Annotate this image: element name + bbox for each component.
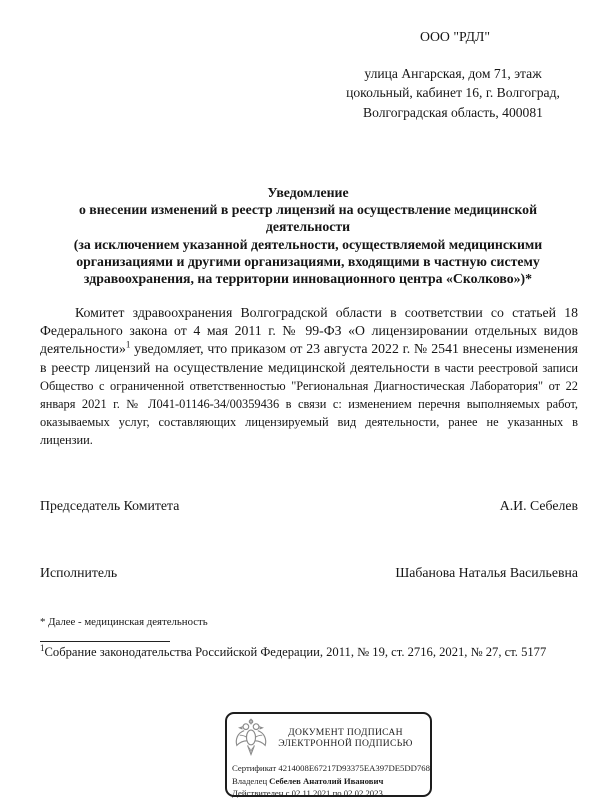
footnote-asterisk: * Далее - медицинская деятельность bbox=[40, 616, 208, 628]
recipient-org-name: ООО "РДЛ" bbox=[419, 29, 490, 44]
title-line: здравоохранения, на территории инновационного центра «Сколково»)* bbox=[83, 271, 533, 287]
electronic-signature-stamp bbox=[225, 712, 432, 797]
signature-row bbox=[40, 498, 578, 514]
footnote-separator bbox=[40, 641, 170, 642]
signature-role: Председатель Комитета bbox=[40, 498, 180, 513]
footnote-law-ref: 1 bbox=[40, 642, 45, 653]
body-text-lead: Комитет здравоохранения Волгоградской области в соответствии со статьей 18 Федерального закона от 4 мая 2011 г. № 99-ФЗ «О лицензировании отдельных видов деятельности» bbox=[40, 305, 578, 357]
validity-line: Действителен с 02.11.2021 по 02.02.2023 bbox=[232, 788, 383, 799]
title-line: Уведомление bbox=[267, 185, 349, 200]
stamp-details bbox=[232, 762, 430, 800]
document-title bbox=[38, 184, 578, 287]
stamp-header bbox=[232, 718, 425, 758]
body-text-small: в части реестровой записи Общество с ограниченной ответственностью "Региональная Диагностическая Лаборатория" от 22 января 2021 г. № Л041-01146-34/00359436 в связи с: изменением перечня выполняемых работ, оказываемых услуг, составляющих лицензируемый вид деятельности, ранее не указанных в лицензии. bbox=[40, 360, 578, 448]
recipient-address bbox=[322, 64, 584, 122]
footnote-reference: 1 bbox=[125, 339, 131, 350]
signature-role: Исполнитель bbox=[40, 565, 118, 580]
address-line: улица Ангарская, дом 71, этаж bbox=[364, 66, 542, 81]
stamp-title-line: ДОКУМЕНТ ПОДПИСАН bbox=[288, 726, 403, 738]
owner-name: Себелев Анатолий Иванович bbox=[269, 775, 384, 786]
stamp-title-line: ЭЛЕКТРОННОЙ ПОДПИСЬЮ bbox=[278, 738, 413, 749]
owner-label: Владелец bbox=[232, 775, 268, 786]
body-text-mid: уведомляет, что приказом от 23 августа 2022 г. № 2541 внесены изменения в реестр лицензий на осуществление медицинской деятельности bbox=[40, 341, 578, 375]
address-line: Волгоградская область, 400081 bbox=[363, 104, 543, 120]
signature-name: Шабанова Наталья Васильевна bbox=[395, 565, 578, 580]
certificate-value: 4214008E67217D93375EA397DE5DD768 bbox=[278, 763, 430, 773]
address-line: цокольный, кабинет 16, г. Волгоград, bbox=[346, 85, 560, 101]
certificate-line bbox=[232, 762, 430, 775]
stamp-title bbox=[268, 727, 425, 750]
title-line: о внесении изменений в реестр лицензий на осуществление медицинской bbox=[78, 202, 538, 218]
body-paragraph bbox=[40, 304, 578, 450]
title-line: организациями и другими организациями, входящими в частную систему bbox=[76, 253, 540, 269]
footnote-law bbox=[40, 642, 578, 660]
title-line: деятельности bbox=[265, 219, 351, 235]
owner-line bbox=[232, 775, 425, 788]
signature-row bbox=[40, 565, 578, 581]
footnote-law-text: Собрание законодательства Российской Федерации, 2011, № 19, ст. 2716, 2021, № 27, ст. 5177 bbox=[44, 645, 547, 659]
title-line: (за исключением указанной деятельности, осуществляемой медицинскими bbox=[73, 236, 543, 252]
coat-of-arms-icon bbox=[234, 718, 268, 758]
certificate-label: Сертификат bbox=[232, 763, 277, 773]
signature-name: А.И. Себелев bbox=[499, 498, 578, 513]
